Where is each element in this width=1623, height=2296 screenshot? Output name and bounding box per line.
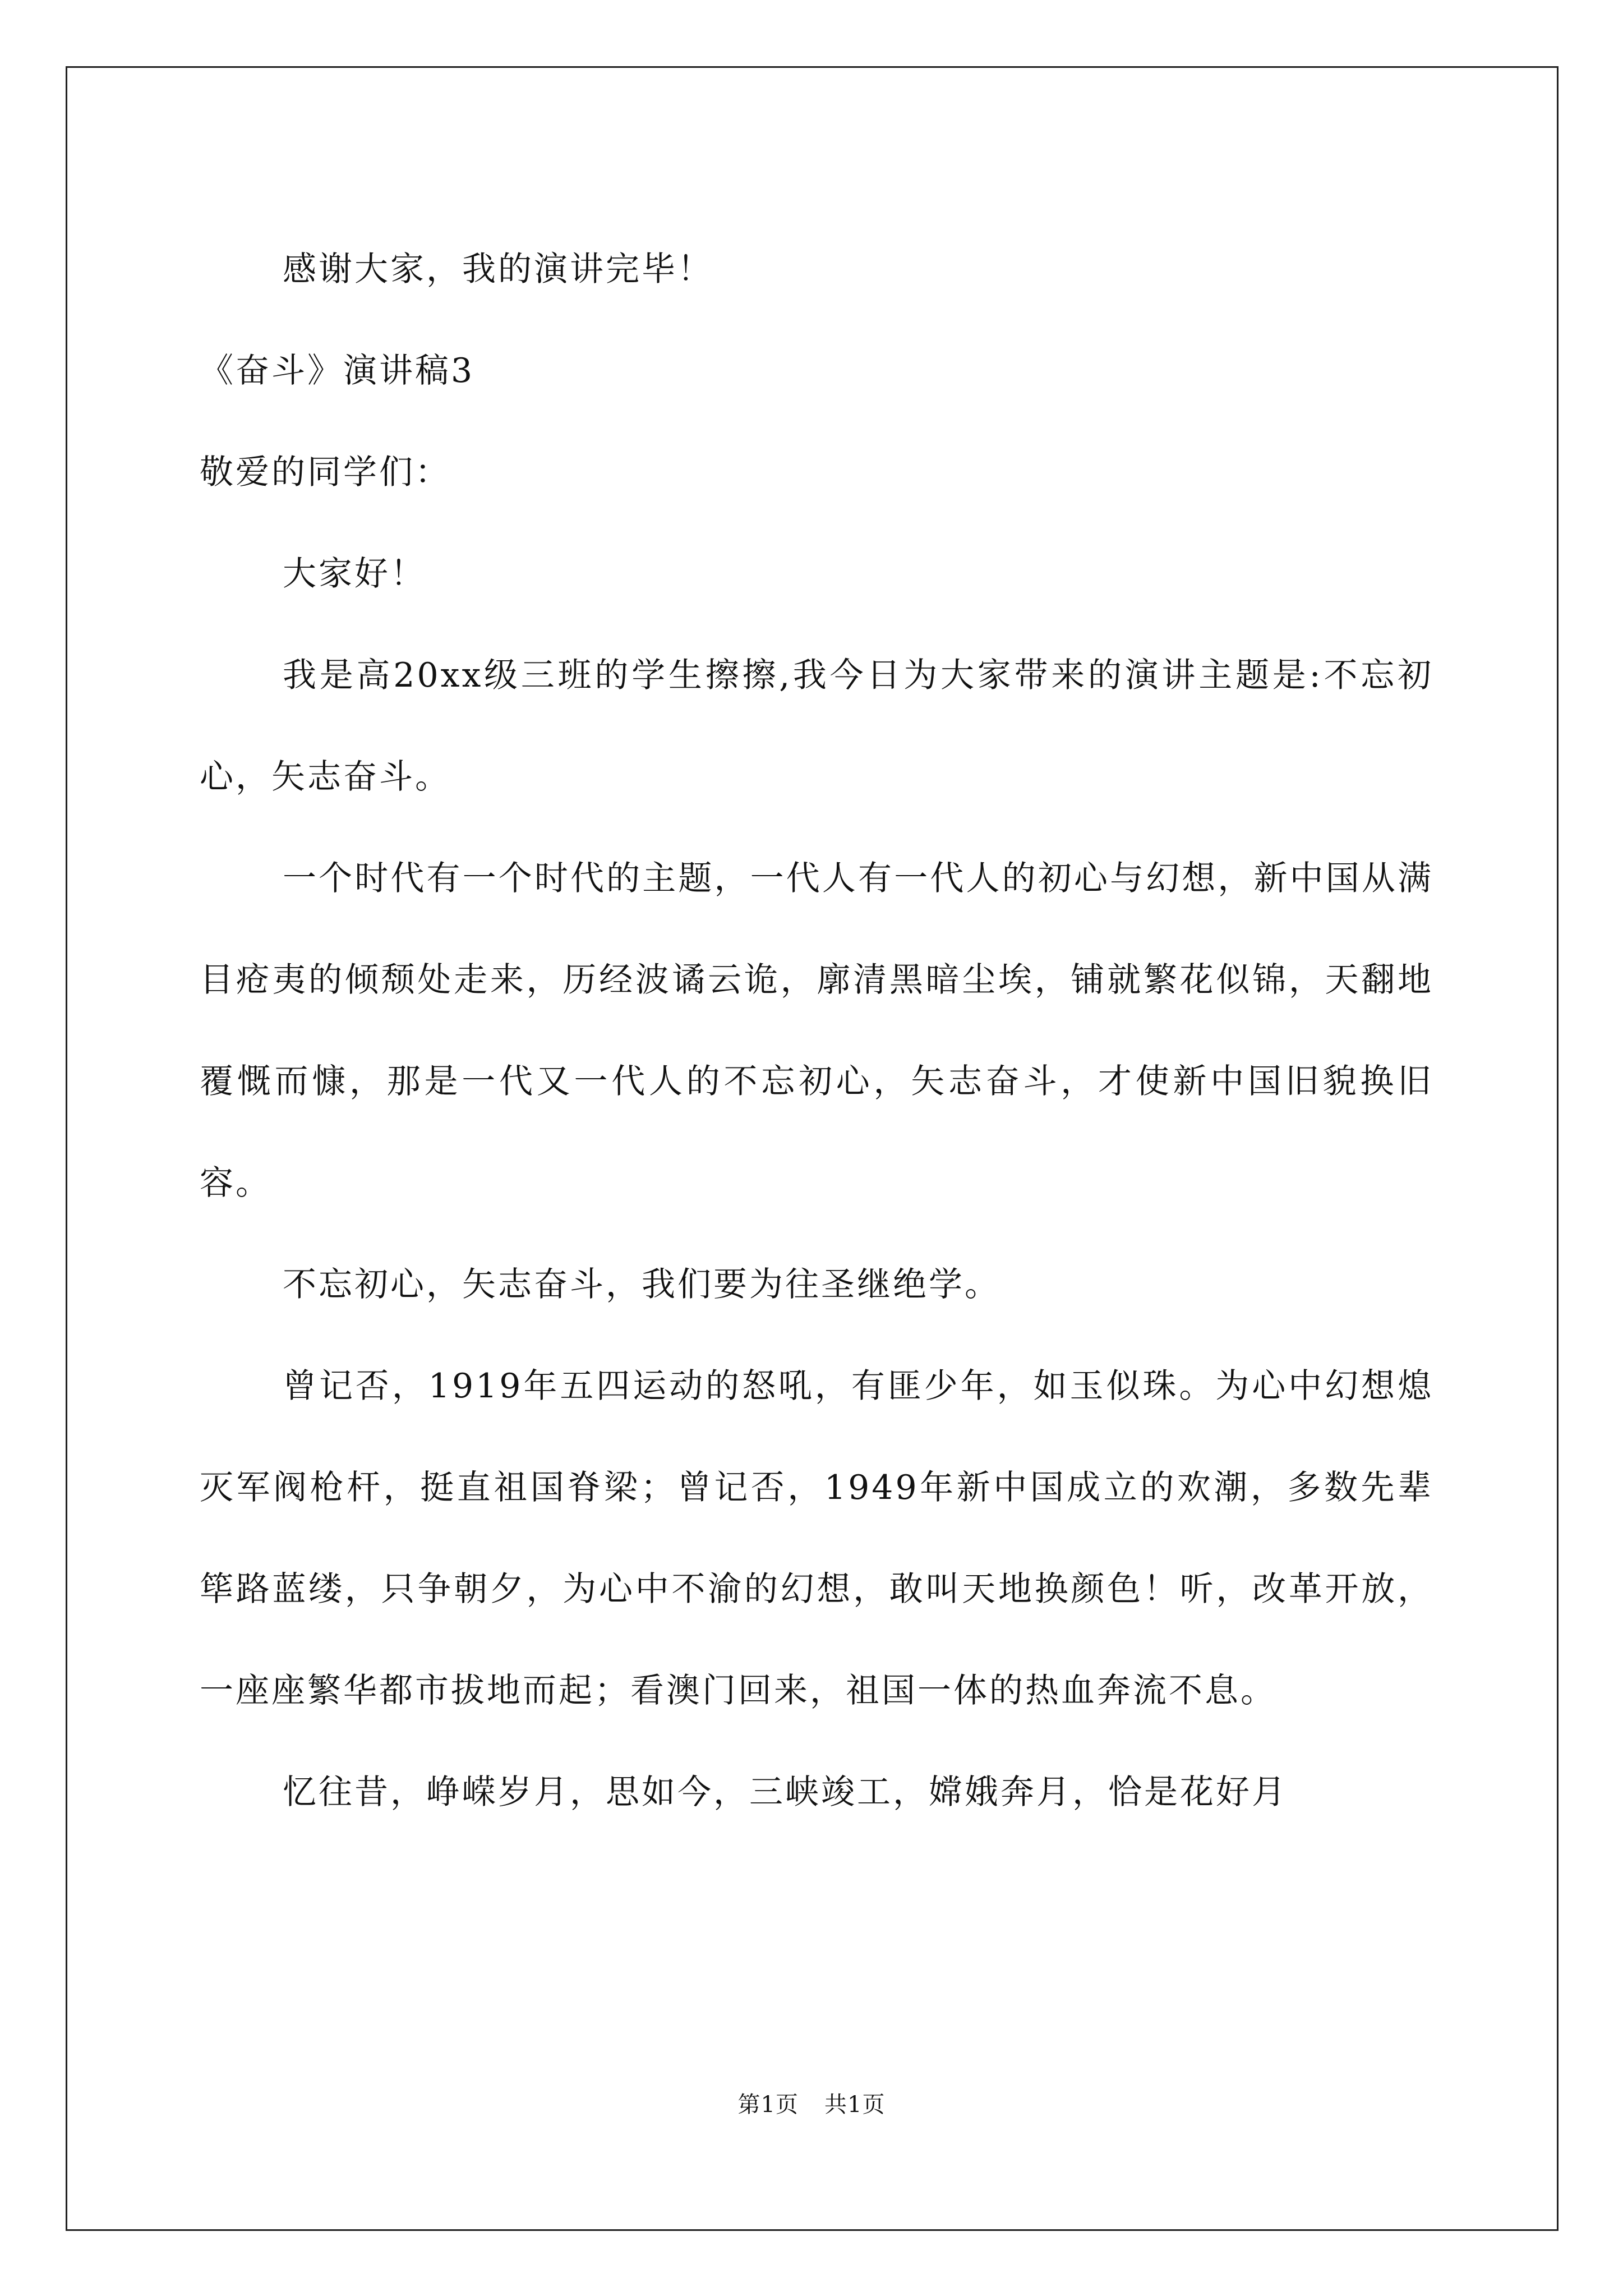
paragraph-reflection: 忆往昔，峥嵘岁月，思如今，三峡竣工，嫦娥奔月，恰是花好月 — [283, 1773, 1288, 1812]
paragraph-intro: 我是高20xx级三班的学生擦擦,我今日为大家带来的演讲主题是:不忘初心，矢志奋斗。 — [200, 656, 1433, 797]
document-body — [200, 219, 1433, 1843]
page-total: 共1页 — [824, 2092, 886, 2118]
greeting: 大家好！ — [283, 554, 426, 593]
paragraph-era: 一个时代有一个时代的主题，一代人有一代人的初心与幻想，新中国从满目疮夷的倾颓处走来，历经波谲云诡，廓清黑暗尘埃，铺就繁花似锦，天翻地覆慨而慷，那是一代又一代人的不忘初心，矢志奋斗，才使新中国旧貌换旧容。 — [200, 859, 1433, 1203]
salutation: 敬爱的同学们： — [200, 453, 451, 492]
paragraph-closing: 感谢大家，我的演讲完毕！ — [283, 250, 713, 289]
paragraph-history: 曾记否，1919年五四运动的怒吼，有匪少年，如玉似珠。为心中幻想熄灭军阀枪杆，挺直祖国脊梁；曾记否，1949年新中国成立的欢潮，多数先辈筚路蓝缕，只争朝夕，为心中不渝的幻想，敢叫天地换颜色！听，改革开放，一座座繁华都市拔地而起；看澳门回来，祖国一体的热血奔流不息。 — [200, 1366, 1433, 1710]
speech-title: 《奋斗》演讲稿3 — [200, 351, 475, 390]
page-number: 第1页 — [737, 2092, 799, 2118]
paragraph-mission: 不忘初心，矢志奋斗，我们要为往圣继绝学。 — [283, 1265, 1000, 1304]
page-footer — [0, 2088, 1623, 2122]
